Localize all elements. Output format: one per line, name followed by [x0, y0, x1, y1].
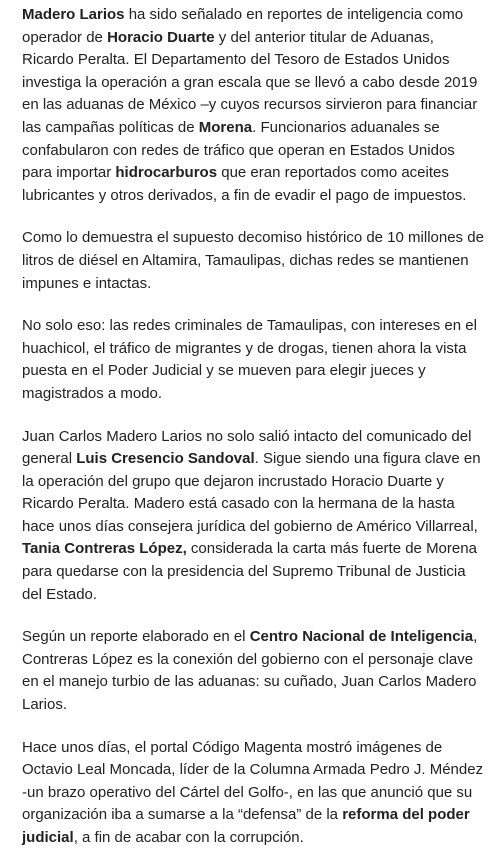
text-run: Hace unos días, el portal Código Magenta mostró imágenes de Octavio Leal Moncada, líder de la Columna Armada Pedro J. Méndez -un brazo operativo del Cártel del Golfo-, en las que anunció que su organización iba a sumarse a la “defensa” de la	[22, 738, 484, 824]
text-run: considerada la carta más fuerte de Morena para quedarse con la presidencia del Supremo Tribunal de Justicia del Estado.	[22, 540, 477, 603]
text-run: Juan Carlos Madero Larios no solo salió intacto del comunicado del general	[22, 427, 472, 468]
text-run: . Sigue siendo una figura clave en la operación del grupo que dejaron incrustado Horacio Duarte y Ricardo Peralta. Madero está casado con la hermana de la hasta hace unos días consejera jurídica del gobierno de Américo Villarreal,	[22, 450, 481, 535]
text-run: . Funcionarios aduanales se confabularon con redes de tráfico que operan en Estados Unidos para importar	[22, 118, 455, 182]
name-madero-larios: Madero Larios	[22, 6, 125, 23]
name-morena: Morena	[198, 118, 253, 136]
text-run: , Contreras López es la conexión del gobierno con el personaje clave en el manejo turbio de las aduanas: su cuñado, Juan Carlos Madero Larios.	[22, 628, 478, 714]
paragraph-2	[22, 227, 484, 295]
name-tania-contreras-lopez: Tania Contreras López,	[22, 540, 187, 558]
term-reforma-del-poder-judicial: reforma del poder judicial	[22, 806, 470, 846]
paragraph-1	[22, 4, 484, 207]
name-centro-nacional-de-inteligencia: Centro Nacional de Inteligencia	[249, 628, 474, 646]
name-luis-cresencio-sandoval: Luis Cresencio Sandoval	[76, 450, 255, 468]
term-hidrocarburos: hidrocarburos	[115, 164, 218, 182]
text-run: Como lo demuestra el supuesto decomiso histórico de 10 millones de litros de diésel en Altamira, Tamaulipas, dichas redes se mantienen impunes e intactas.	[22, 229, 484, 292]
text-run: ha sido señalado en reportes de inteligencia como operador de	[22, 6, 464, 46]
text-run: No solo eso: las redes criminales de Tamaulipas, con intereses en el huachicol, el tráfico de migrantes y de drogas, tienen ahora la vista puesta en el Poder Judicial y se mueven para elegir jueces y magistrados a modo.	[22, 317, 477, 402]
text-run: Según un reporte elaborado en el	[22, 628, 250, 646]
name-horacio-duarte: Horacio Duarte	[107, 28, 215, 46]
text-run: , a fin de acabar con la corrupción.	[73, 829, 304, 846]
paragraph-3	[22, 315, 484, 405]
paragraph-6	[22, 737, 484, 850]
paragraph-5	[22, 626, 484, 716]
text-run: que eran reportados como aceites lubricantes y otros derivados, a fin de evadir el pago de impuestos.	[22, 164, 467, 204]
paragraph-4	[22, 426, 484, 607]
text-run: y del anterior titular de Aduanas, Ricardo Peralta. El Departamento del Tesoro de Estados Unidos investiga la operación a gran escala que se llevó a cabo desde 2019 en las aduanas de México –y cuyos recursos sirvieron para financiar las campañas políticas de	[22, 28, 478, 136]
